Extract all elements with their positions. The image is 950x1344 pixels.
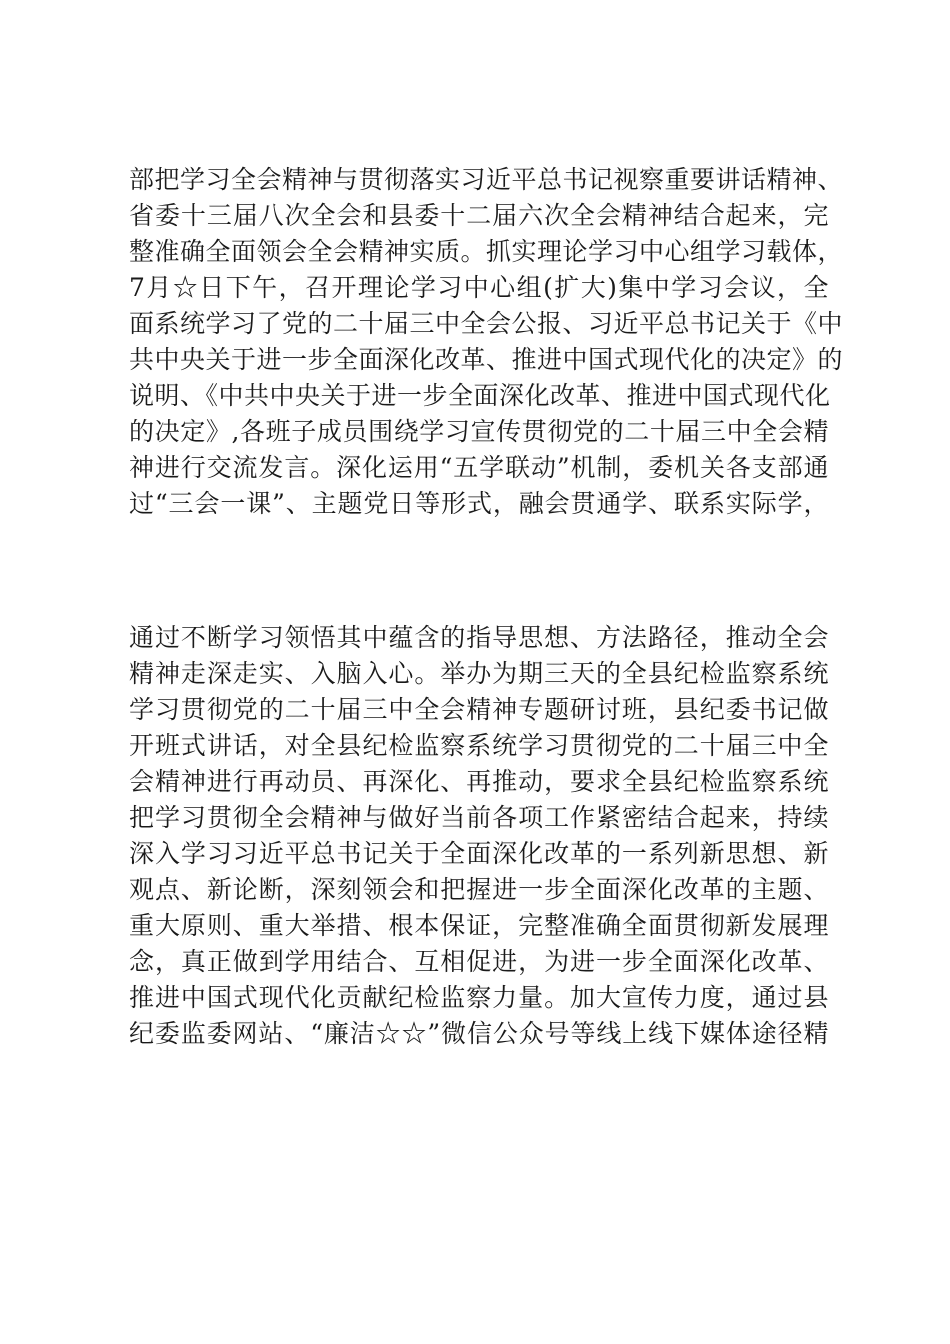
text-line: 会精神进行再动员、再深化、再推动，要求全县纪检监察系统 — [129, 767, 829, 796]
text-line: 开班式讲话，对全县纪检监察系统学习贯彻党的二十届三中全 — [129, 731, 829, 760]
text-line: 过“三会一课”、主题党日等形式，融会贯通学、联系实际学， — [129, 489, 829, 518]
text-line: 共中央关于进一步全面深化改革、推进中国式现代化的决定》的 — [129, 345, 844, 374]
text-line: 面系统学习了党的二十届三中全会公报、习近平总书记关于《中 — [129, 309, 844, 338]
text-line: 念，真正做到学用结合、互相促进，为进一步全面深化改革、 — [129, 947, 829, 976]
text-line: 观点、新论断，深刻领会和把握进一步全面深化改革的主题、 — [129, 875, 829, 904]
text-line: 省委十三届八次全会和县委十二届六次全会精神结合起来，完 — [129, 201, 829, 230]
text-line: 重大原则、重大举措、根本保证，完整准确全面贯彻新发展理 — [129, 911, 829, 940]
text-line: 说明、《中共中央关于进一步全面深化改革、推进中国式现代化 — [129, 381, 831, 410]
text-line: 深入学习习近平总书记关于全面深化改革的一系列新思想、新 — [129, 839, 829, 868]
text-line: 神进行交流发言。深化运用“五学联动”机制，委机关各支部通 — [129, 453, 829, 482]
text-line: 推进中国式现代化贡献纪检监察力量。加大宣传力度，通过县 — [129, 983, 829, 1012]
text-line: 精神走深走实、入脑入心。举办为期三天的全县纪检监察系统 — [129, 659, 829, 688]
text-line: 整准确全面领会全会精神实质。抓实理论学习中心组学习载体， — [129, 237, 844, 266]
text-line: 的决定》,各班子成员围绕学习宣传贯彻党的二十届三中全会精 — [129, 417, 829, 446]
text-line: 把学习贯彻全会精神与做好当前各项工作紧密结合起来，持续 — [129, 803, 829, 832]
text-line: 纪委监委网站、“廉洁☆☆”微信公众号等线上线下媒体途径精 — [129, 1019, 829, 1048]
text-line: 部把学习全会精神与贯彻落实习近平总书记视察重要讲话精神、 — [129, 165, 844, 194]
text-line: 通过不断学习领悟其中蕴含的指导思想、方法路径，推动全会 — [129, 623, 829, 652]
paragraph-1 — [129, 162, 844, 522]
paragraph-2 — [129, 620, 829, 1052]
text-line: 7月☆日下午，召开理论学习中心组(扩大)集中学习会议，全 — [129, 273, 829, 302]
text-line: 学习贯彻党的二十届三中全会精神专题研讨班，县纪委书记做 — [129, 695, 829, 724]
